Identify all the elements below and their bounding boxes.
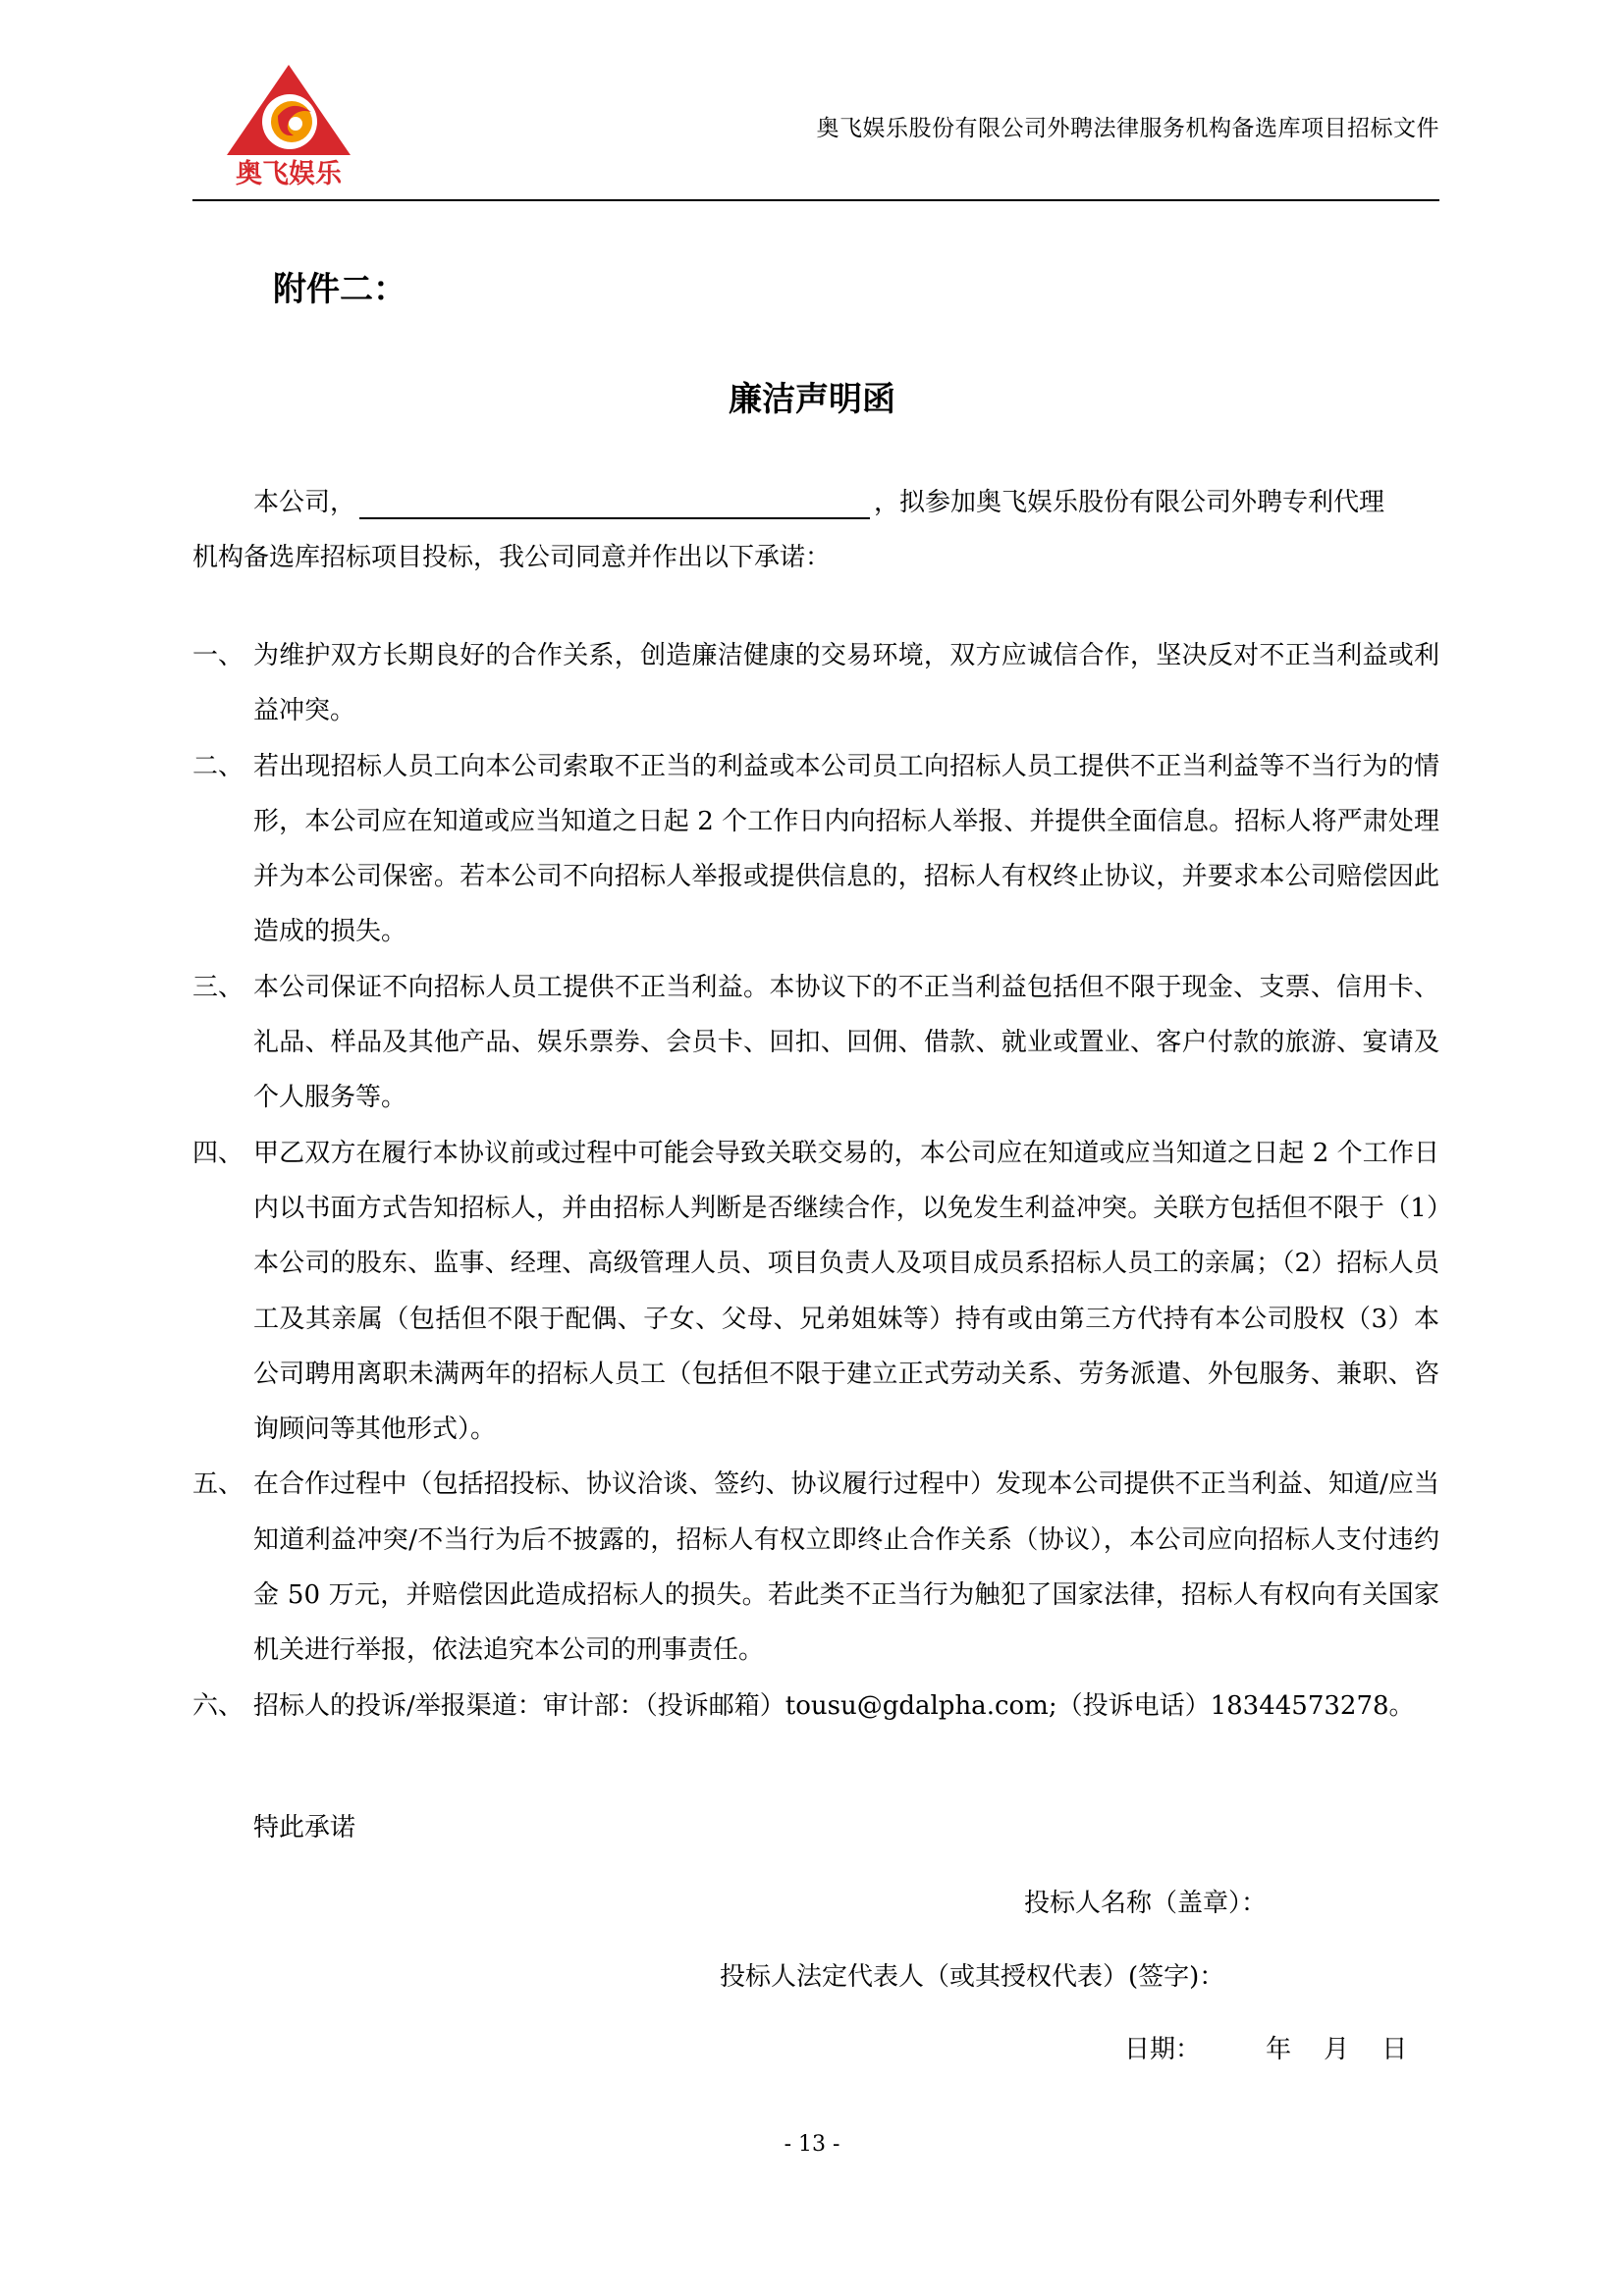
commitment-text: 本公司保证不向招标人员工提供不正当利益。本协议下的不正当利益包括但不限于现金、支票、信用卡、礼品、样品及其他产品、娱乐票券、会员卡、回扣、回佣、借款、就业或置业、客户付款的旅游、宴请及个人服务等。 [253,972,1439,1113]
commitment-item-3 [192,960,1439,1126]
page-number: - 13 - [784,2132,840,2157]
commitment-number: 五、 [192,1469,244,1500]
commitment-item-5 [192,1457,1439,1678]
commitment-item-6 [192,1679,1439,1734]
company-logo [221,61,356,188]
date-field: 日期： 年 月 日 [1124,2035,1408,2064]
commitment-item-1 [192,628,1439,739]
commitment-number: 六、 [192,1690,244,1721]
legal-representative-signature-field: 投标人法定代表人（或其授权代表）(签字)： [720,1962,1225,1992]
commitment-number: 二、 [192,751,244,781]
commitment-text: 甲乙双方在履行本协议前或过程中可能会导致关联交易的，本公司应在知道或应当知道之日起 2 个工作日内以书面方式告知招标人，并由招标人判断是否继续合作，以免发生利益冲突。关联方包括但不限于（1）本公司的股东、监事、经理、高级管理人员、项目负责人及项目成员系招标人员工的亲属；（2）招标人员工及其亲属（包括但不限于配偶、子女、父母、兄弟姐妹等）持有或由第三方代持有本公司股权（3）本公司聘用离职未满两年的招标人员工（包括但不限于建立正式劳动关系、劳务派遣、外包服务、兼职、咨询顾问等其他形式）。 [253,1138,1439,1445]
commitment-item-4 [192,1126,1439,1458]
commitment-text: 招标人的投诉/举报渠道：审计部：（投诉邮箱）tousu@gdalpha.com;（投诉电话）18344573278。 [253,1690,1415,1721]
intro-prefix: 本公司， [253,488,356,517]
commitment-item-2 [192,739,1439,960]
document-header-title: 奥飞娱乐股份有限公司外聘法律服务机构备选库项目招标文件 [816,116,1439,141]
closing-statement: 特此承诺 [253,1813,356,1842]
commitment-number: 四、 [192,1138,244,1168]
commitment-number: 一、 [192,641,244,670]
commitment-number: 三、 [192,972,244,1002]
page-title: 廉洁声明函 [729,380,895,419]
commitment-text: 若出现招标人员工向本公司索取不正当的利益或本公司员工向招标人员工提供不正当利益等不当行为的情形，本公司应在知道或应当知道之日起 2 个工作日内向招标人举报、并提供全面信息。招标人将严肃处理并为本公司保密。若本公司不向招标人举报或提供信息的，招标人有权终止协议，并要求本公司赔偿因此造成的损失。 [253,751,1439,947]
intro-line-2: 机构备选库招标项目投标，我公司同意并作出以下承诺： [192,543,832,572]
logo-swirl-dot [289,117,302,131]
bidder-name-seal-field: 投标人名称（盖章）： [1024,1889,1268,1918]
logo-text: 奥飞娱乐 [236,159,342,188]
commitment-text: 在合作过程中（包括招投标、协议洽谈、签约、协议履行过程中）发现本公司提供不正当利益、知道/应当知道利益冲突/不当行为后不披露的，招标人有权立即终止合作关系（协议），本公司应向招标人支付违约金 50 万元，并赔偿因此造成招标人的损失。若此类不正当行为触犯了国家法律，招标人有权向有关国家机关进行举报，依法追究本公司的刑事责任。 [253,1469,1439,1666]
header-divider [192,199,1439,201]
company-name-blank[interactable] [359,488,870,519]
commitment-text: 为维护双方长期良好的合作关系，创造廉洁健康的交易环境，双方应诚信合作，坚决反对不正当利益或利益冲突。 [253,641,1439,726]
commitment-list [192,628,1439,1734]
intro-paragraph [192,475,1439,585]
annex-label: 附件二： [273,270,406,309]
intro-suffix: ，拟参加奥飞娱乐股份有限公司外聘专利代理 [874,488,1385,517]
